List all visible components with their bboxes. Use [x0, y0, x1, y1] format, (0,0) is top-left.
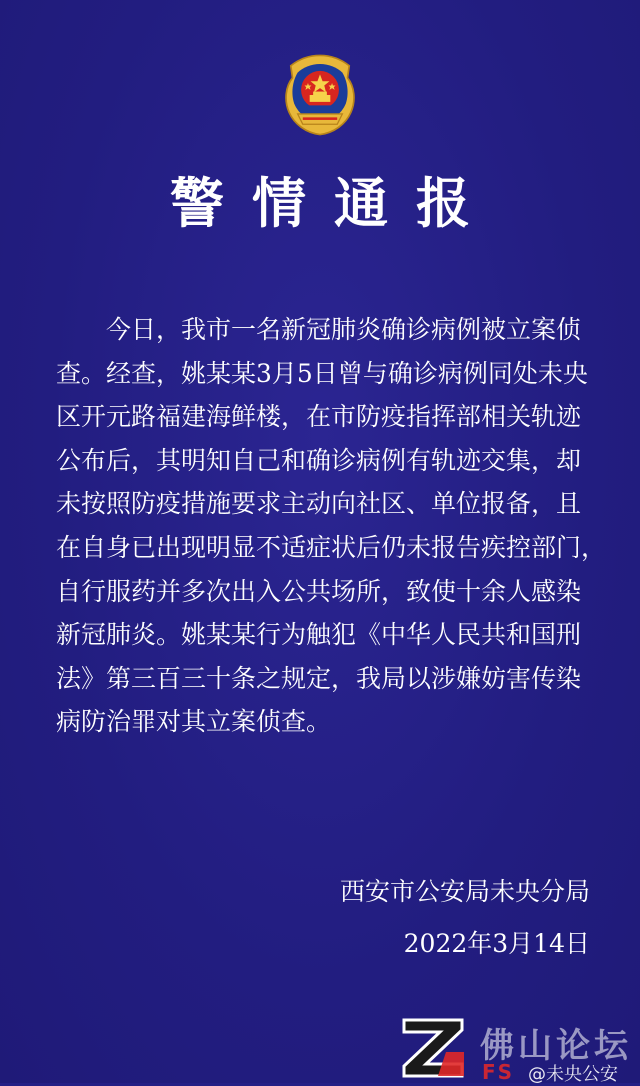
watermark-weibo-handle: @未央公安	[528, 1064, 618, 1085]
police-emblem-icon	[277, 52, 363, 138]
body-line: 病防治罪对其立案侦查。	[56, 707, 332, 737]
body-line: 在自身已出现明显不适症状后仍未报告疾控部门，	[56, 532, 607, 562]
body-line: 公布后，其明知自己和确诊病例有轨迹交集，却	[56, 445, 582, 475]
body-line: 查。经查，姚某某3月5日曾与确诊病例同处未央	[56, 358, 588, 388]
body-line: 新冠肺炎。姚某某行为触犯《中华人民共和国刑	[56, 620, 582, 650]
forum-z-logo-icon	[398, 1012, 470, 1083]
watermark-site-text: FS	[482, 1060, 515, 1084]
watermark-forum-text: 佛山论坛	[480, 1026, 632, 1066]
signature-organization: 西安市公安局未央分局	[339, 877, 590, 906]
body-line: 自行服药并多次出入公共场所，致使十余人感染	[56, 576, 582, 606]
body-line: 未按照防疫措施要求主动向社区、单位报备，且	[56, 489, 582, 519]
body-line: 区开元路福建海鲜楼，在市防疫指挥部相关轨迹	[56, 402, 582, 432]
notice-title: 警情通报	[170, 172, 498, 235]
body-line: 今日，我市一名新冠肺炎确诊病例被立案侦	[106, 315, 582, 344]
signature-date: 2022年3月14日	[403, 929, 590, 958]
notice-paragraph	[56, 308, 612, 744]
body-line: 法》第三百三十条之规定，我局以涉嫌妨害传染	[56, 663, 582, 693]
notice-body	[56, 308, 612, 744]
forum-watermark	[398, 1012, 640, 1083]
